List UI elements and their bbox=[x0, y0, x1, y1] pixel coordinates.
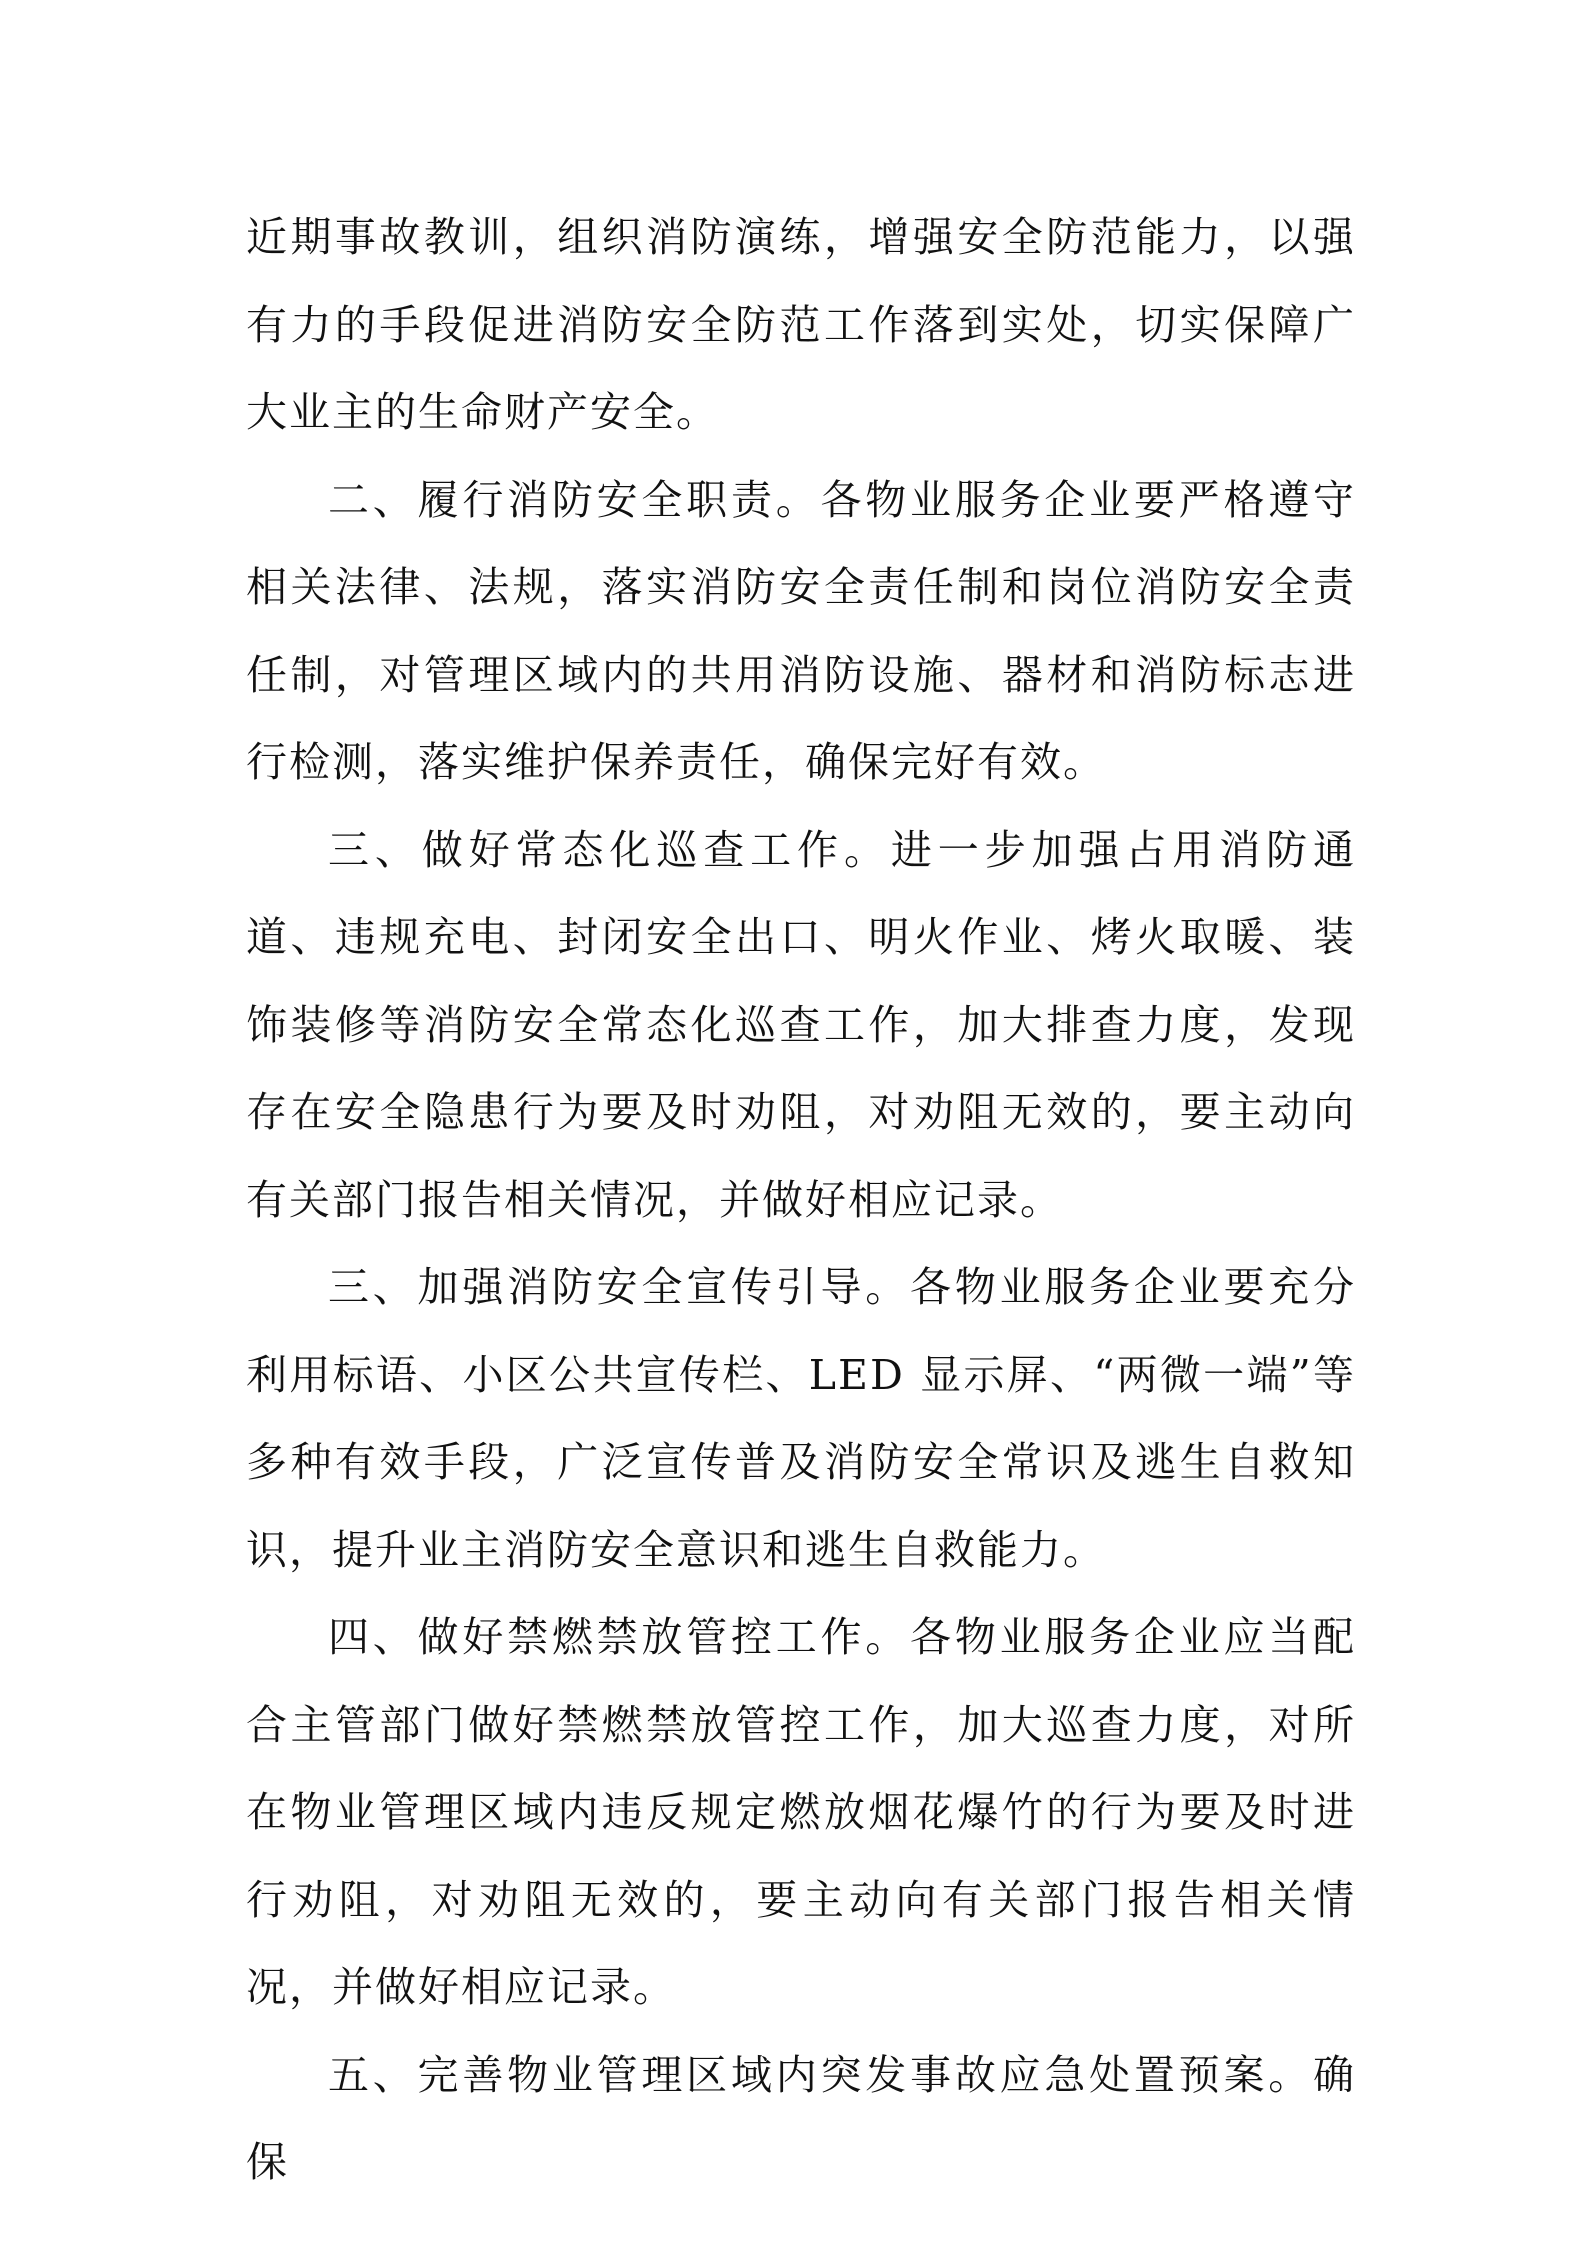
paragraph-section-3a bbox=[246, 807, 1356, 1245]
paragraph-section-4 bbox=[246, 1594, 1356, 2032]
paragraph-text: 各物业服务企业应当配合主管部门做好禁燃禁放管控工作，加大巡查力度，对所在物业管理区域内违反规定燃放烟花爆竹的行为要及时进行劝阻，对劝阻无效的，要主动向有关部门报告相关情况，并做好相应记录。 bbox=[246, 1613, 1357, 2011]
paragraph-section-2 bbox=[246, 457, 1356, 807]
document-body bbox=[246, 194, 1356, 2207]
section-heading: 三、做好常态化巡查工作。 bbox=[328, 825, 891, 874]
paragraph-continuation bbox=[246, 194, 1356, 457]
section-heading: 四、做好禁燃禁放管控工作。 bbox=[328, 1613, 911, 1661]
section-heading: 二、履行消防安全职责。 bbox=[328, 475, 821, 524]
section-heading: 五、完善物业管理区域内突发事故应急处置预案。 bbox=[328, 2050, 1313, 2099]
section-heading: 三、加强消防安全宣传引导。 bbox=[328, 1263, 911, 1311]
paragraph-text: 各物业服务企业要充分利用标语、小区公共宣传栏、LED 显示屏、“两微一端”等多种有效手段，广泛宣传普及消防安全常识及逃生自救知识，提升业主消防安全意识和逃生自救能力。 bbox=[246, 1263, 1357, 1574]
paragraph-text: 各物业服务企业要严格遵守相关法律、法规，落实消防安全责任制和岗位消防安全责任制，对管理区域内的共用消防设施、器材和消防标志进行检测，落实维护保养责任，确保完好有效。 bbox=[246, 475, 1356, 786]
paragraph-section-5 bbox=[246, 2032, 1356, 2207]
paragraph-text: 近期事故教训，组织消防演练，增强安全防范能力，以强有力的手段促进消防安全防范工作落到实处，切实保障广大业主的生命财产安全。 bbox=[246, 213, 1356, 436]
paragraph-text: 进一步加强占用消防通道、违规充电、封闭安全出口、明火作业、烤火取暖、装饰装修等消防安全常态化巡查工作，加大排查力度，发现存在安全隐患行为要及时劝阻，对劝阻无效的，要主动向有关部门报告相关情况，并做好相应记录。 bbox=[246, 825, 1357, 1224]
paragraph-text: 确保 bbox=[246, 2050, 1356, 2186]
paragraph-section-3b bbox=[246, 1244, 1356, 1594]
